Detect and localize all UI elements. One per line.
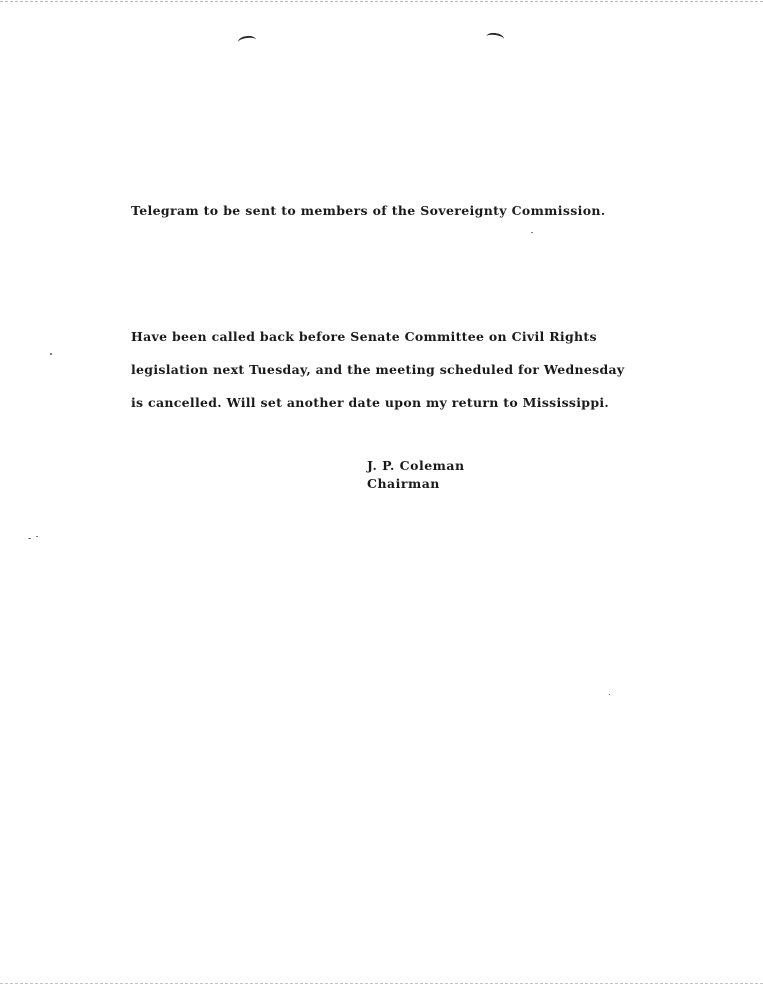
body-line: Have been called back before Senate Committee on Civil Rights bbox=[131, 329, 597, 344]
body-line: is cancelled. Will set another date upon my return to Mississippi. bbox=[131, 395, 610, 410]
signatory-name: J. P. Coleman bbox=[367, 458, 465, 473]
top-page-edge bbox=[0, 1, 763, 2]
scan-speck bbox=[531, 232, 533, 233]
scan-speck bbox=[36, 536, 38, 537]
scan-speck bbox=[50, 353, 52, 355]
scan-speck bbox=[609, 694, 610, 695]
punch-hole-mark-right bbox=[485, 32, 504, 44]
scan-speck bbox=[28, 538, 31, 539]
body-line: legislation next Tuesday, and the meeting scheduled for Wednesday bbox=[131, 362, 625, 377]
telegram-heading: Telegram to be sent to members of the Sovereignty Commission. bbox=[131, 203, 606, 218]
signature-block bbox=[367, 457, 465, 493]
telegram-body bbox=[131, 320, 691, 419]
punch-hole-mark-left bbox=[237, 35, 256, 47]
bottom-page-edge bbox=[0, 983, 763, 984]
signatory-title: Chairman bbox=[367, 476, 440, 491]
